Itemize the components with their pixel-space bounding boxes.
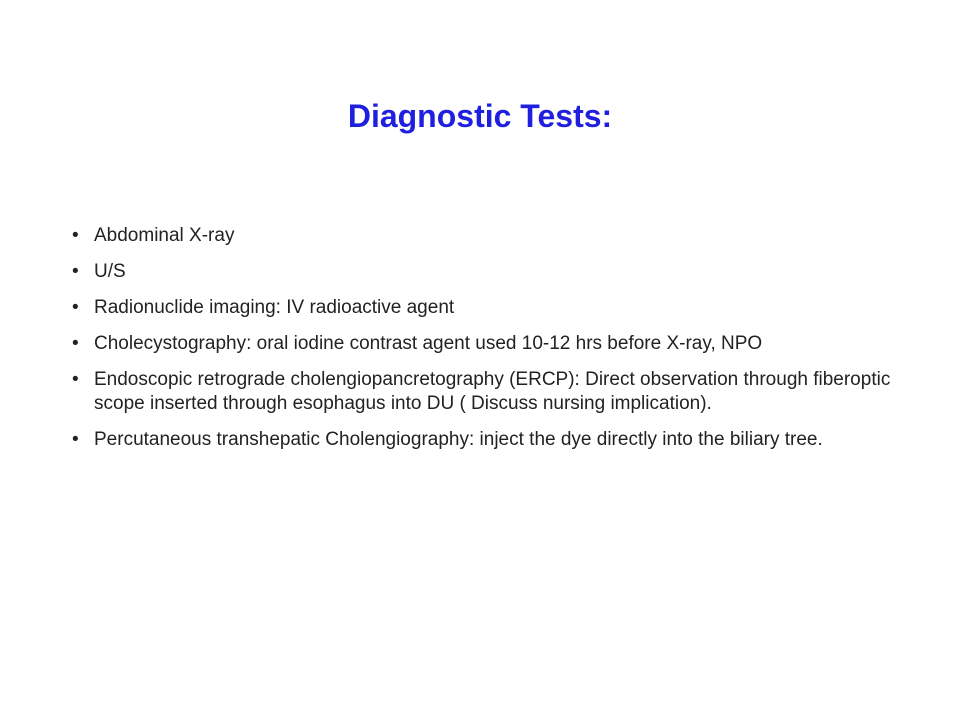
slide-title: Diagnostic Tests: (347, 98, 613, 134)
list-item-text: Radionuclide imaging: IV radioactive agent (94, 297, 455, 318)
bullet-icon: • (72, 369, 79, 390)
list-item (72, 332, 912, 356)
list-item-text: Percutaneous transhepatic Cholengiography: inject the dye directly into the biliary tree. (94, 429, 823, 450)
bullet-icon: • (72, 297, 79, 318)
list-item (72, 368, 912, 416)
bullet-icon: • (72, 429, 79, 450)
list-item (72, 296, 912, 320)
bullet-icon: • (72, 261, 79, 282)
list-item (72, 260, 912, 284)
list-item-text: Cholecystography: oral iodine contrast agent used 10-12 hrs before X-ray, NPO (94, 333, 763, 354)
list-item-text: U/S (94, 261, 126, 282)
list-item-text: Abdominal X-ray (94, 225, 235, 246)
bullet-icon: • (72, 225, 79, 246)
list-item (72, 428, 912, 452)
bullet-icon: • (72, 333, 79, 354)
bullet-list (72, 224, 912, 464)
list-item-text: Endoscopic retrograde cholengiopancretography (ERCP): Direct observation through fiberoptic scope inserted through esophagus into DU ( Discuss nursing implication). (94, 369, 891, 414)
list-item (72, 224, 912, 248)
